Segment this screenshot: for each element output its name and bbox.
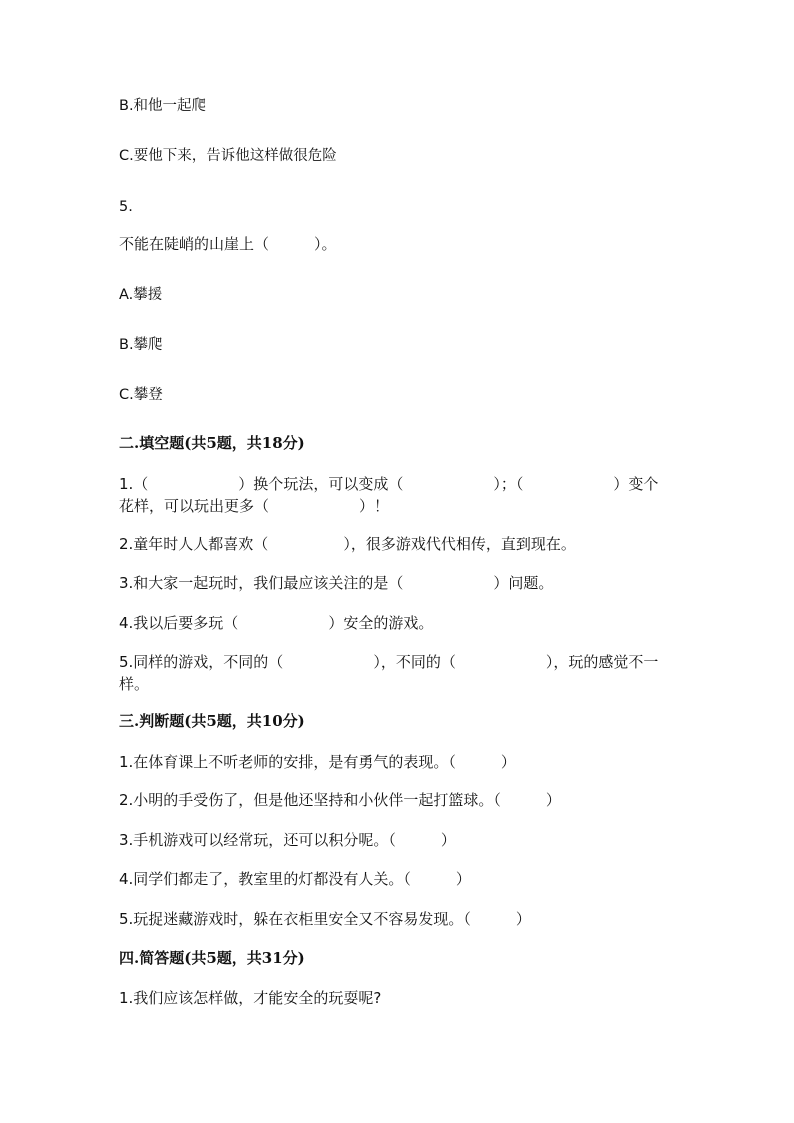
q4-option-b: B.和他一起爬 [119,98,207,114]
fill-blank-item-5: 5.同样的游戏，不同的（ ），不同的（ ），玩的感觉不一样。 [119,653,659,693]
section-title-true-false: 三.判断题(共5题，共10分) [119,712,305,730]
true-false-item-2: 2.小明的手受伤了，但是他还坚持和小伙伴一起打篮球。（ ） [119,791,561,809]
fill-blank-item-2: 2.童年时人人都喜欢（ ），很多游戏代代相传，直到现在。 [119,535,576,553]
fill-blank-item-1: 1.（ ）换个玩法，可以变成（ ）；（ ）变个花样，可以玩出更多（ ）！ [119,475,659,515]
section-title-fill-blank: 二.填空题(共5题，共18分) [119,434,305,452]
true-false-item-3: 3.手机游戏可以经常玩，还可以积分呢。（ ） [119,831,456,849]
true-false-item-5: 5.玩捉迷藏游戏时，躲在衣柜里安全又不容易发现。（ ） [119,910,531,928]
q5-option-c: C.攀登 [119,387,163,403]
q5-option-a: A.攀援 [119,287,163,303]
q5-option-b: B.攀爬 [119,337,163,353]
fill-blank-item-3: 3.和大家一起玩时，我们最应该关注的是（ ）问题。 [119,574,554,592]
true-false-item-4: 4.同学们都走了，教室里的灯都没有人关。（ ） [119,870,471,888]
short-answer-item-1: 1.我们应该怎样做，才能安全的玩耍呢? [119,989,382,1007]
fill-blank-item-4: 4.我以后要多玩（ ）安全的游戏。 [119,614,434,632]
q4-option-c: C.要他下来，告诉他这样做很危险 [119,148,337,164]
section-title-short-answer: 四.简答题(共5题，共31分) [119,949,305,967]
q5-stem: 不能在陡峭的山崖上（ ）。 [119,235,337,253]
true-false-item-1: 1.在体育课上不听老师的安排，是有勇气的表现。（ ） [119,753,516,771]
q5-number: 5. [119,199,133,215]
